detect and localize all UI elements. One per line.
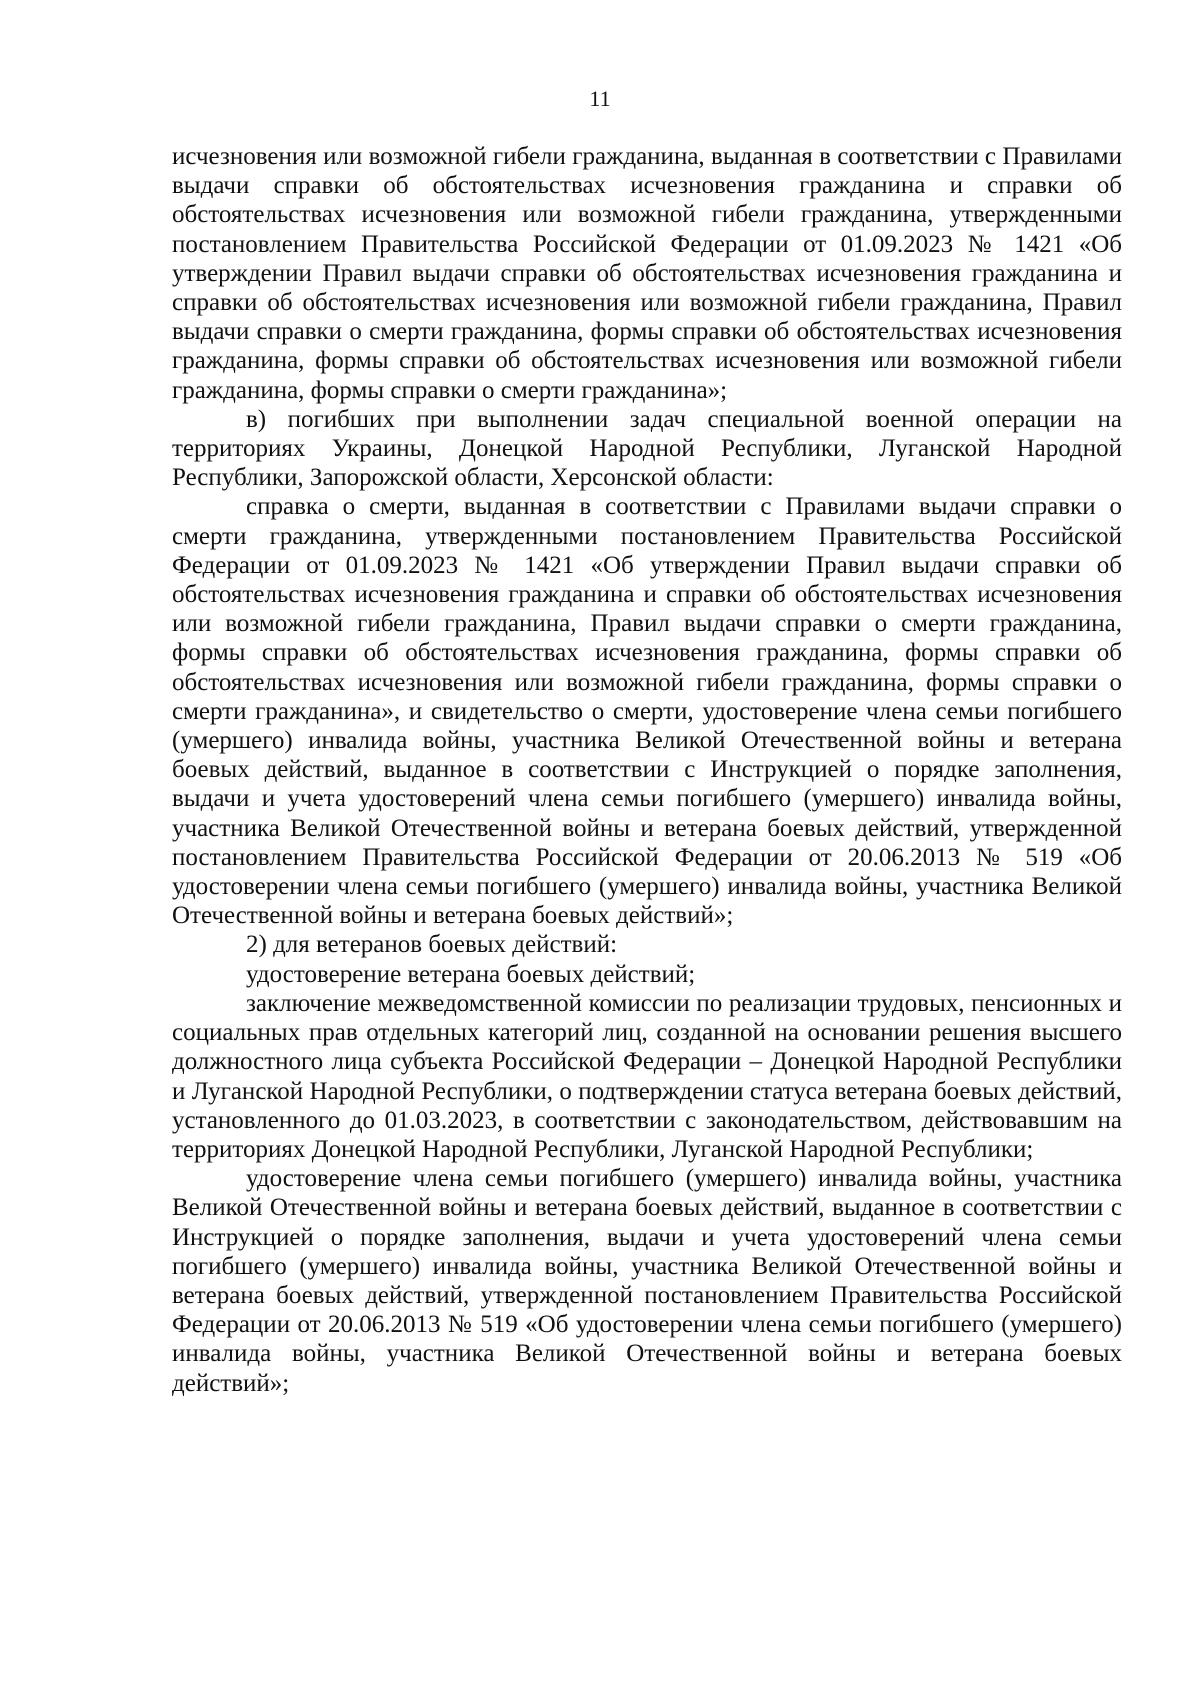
paragraph-death-certificate: справка о смерти, выданная в соответствии с Правилами выдачи справки о смерти гражданина, утвержденными постановлением Правительства Российской Федерации от 01.09.2023 № 1421 «Об утверждении Правил выдачи справки об обстоятельствах исчезновения гражданина и справки об обстоятельствах исчезновения или возможной гибели гражданина, Правил выдачи справки о смерти гражданина, формы справки об обстоятельствах исчезновения гражданина, формы справки об обстоятельствах исчезновения или возможной гибели гражданина, формы справки о смерти гражданина», и свидетельство о смерти, удостоверение члена семьи погибшего (умершего) инвалида войны, участника Великой Отечественной войны и ветерана боевых действий, выданное в соответствии с Инструкцией о порядке заполнения, выдачи и учета удостоверений члена семьи погибшего (умершего) инвалида войны, участника Великой Отечественной войны и ветерана боевых действий, утвержденной постановлением Правительства Российской Федерации от 20.06.2013 № 519 «Об удостоверении члена семьи погибшего (умершего) инвалида войны, участника Великой Отечественной войны и ветерана боевых действий»; <box>172 493 1122 930</box>
paragraph-item-2: 2) для ветеранов боевых действий: <box>246 931 618 959</box>
page-number: 11 <box>589 86 611 111</box>
paragraph-item-v: в) погибших при выполнении задач специальной военной операции на территориях Украины, Донецкой Народной Республики, Луганской Народной Республики, Запорожской области, Херсонской области: <box>172 405 1122 492</box>
paragraph-commission-conclusion: заключение межведомственной комиссии по реализации трудовых, пенсионных и социальных прав отдельных категорий лиц, созданной на основании решения высшего должностного лица субъекта Российской Федерации – Донецкой Народной Республики и Луганской Народной Республики, о подтверждении статуса ветерана боевых действий, установленного до 01.03.2023, в соответствии с законодательством, действовавшим на территориях Донецкой Народной Республики, Луганской Народной Республики; <box>172 989 1122 1163</box>
paragraph-family-member-id: удостоверение члена семьи погибшего (умершего) инвалида войны, участника Великой Отечественной войны и ветерана боевых действий, выданное в соответствии с Инструкцией о порядке заполнения, выдачи и учета удостоверений члена семьи погибшего (умершего) инвалида войны, участника Великой Отечественной войны и ветерана боевых действий, утвержденной постановлением Правительства Российской Федерации от 20.06.2013 № 519 «Об удостоверении члена семьи погибшего (умершего) инвалида войны, участника Великой Отечественной войны и ветерана боевых действий»; <box>172 1165 1122 1397</box>
document-body <box>172 142 1122 1398</box>
paragraph-veteran-id: удостоверение ветерана боевых действий; <box>246 960 696 988</box>
paragraph-continuation: исчезновения или возможной гибели гражданина, выданная в соответствии с Правилами выдачи справки об обстоятельствах исчезновения гражданина и справки об обстоятельствах исчезновения или возможной гибели гражданина, утвержденными постановлением Правительства Российской Федерации от 01.09.2023 № 1421 «Об утверждении Правил выдачи справки об обстоятельствах исчезновения гражданина и справки об обстоятельствах исчезновения или возможной гибели гражданина, Правил выдачи справки о смерти гражданина, формы справки об обстоятельствах исчезновения гражданина, формы справки об обстоятельствах исчезновения или возможной гибели гражданина, формы справки о смерти гражданина»; <box>172 143 1122 404</box>
